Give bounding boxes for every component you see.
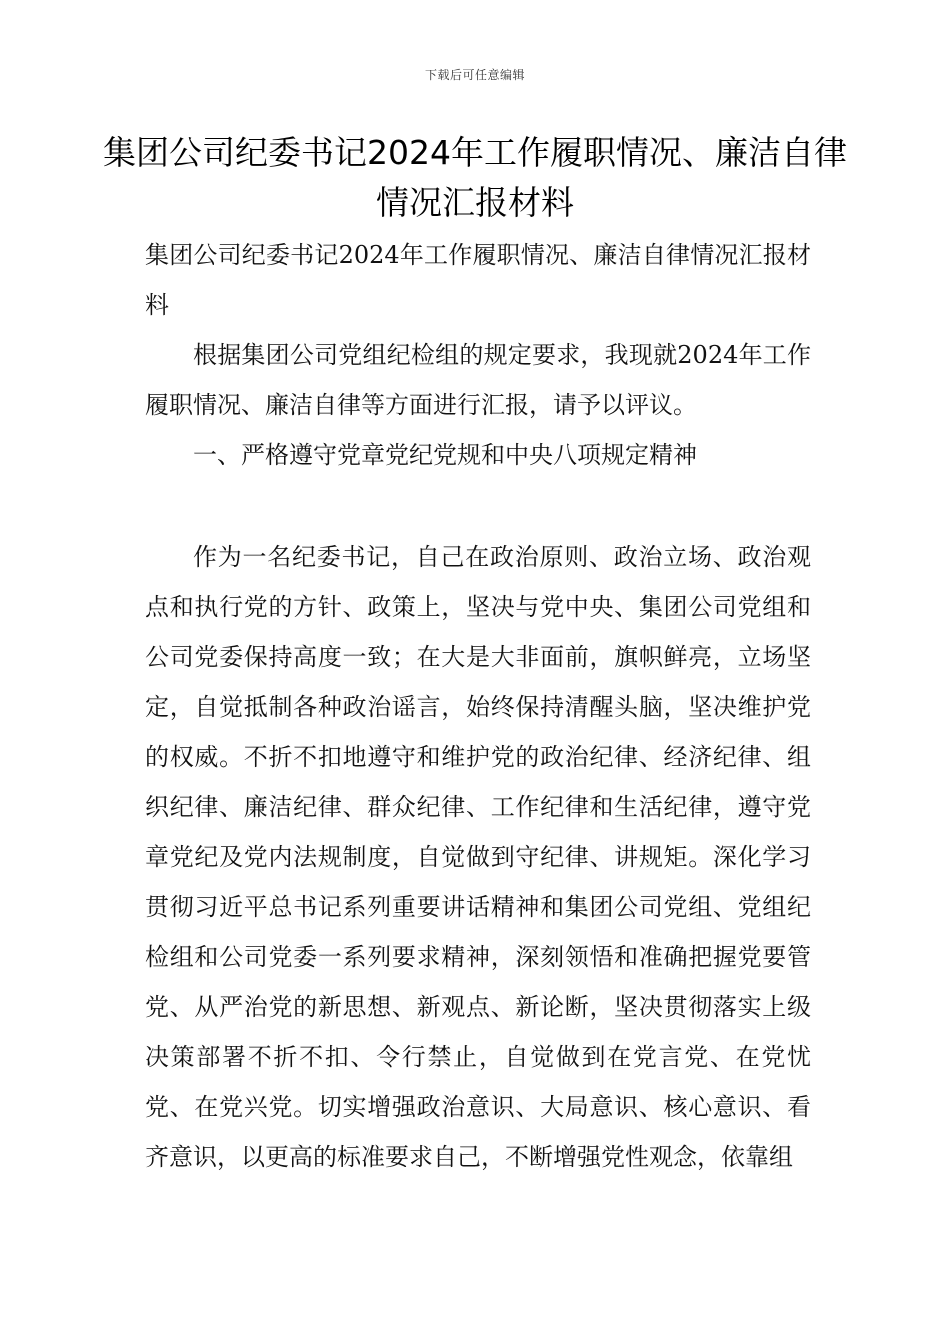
section-heading: 一、严格遵守党章党纪党规和中央八项规定精神 — [193, 441, 697, 469]
document-title: 集团公司纪委书记2024年工作履职情况、廉洁自律情况汇报材料 — [103, 133, 847, 222]
header-note: 下载后可任意编辑 — [424, 68, 525, 82]
body-paragraph: 作为一名纪委书记，自己在政治原则、政治立场、政治观点和执行党的方针、政策上，坚决与党中央、集团公司党组和公司党委保持高度一致；在大是大非面前，旗帜鲜亮，立场坚定，自觉抵制各种政治谣言，始终保持清醒头脑，坚决维护党的权威。不折不扣地遵守和维护党的政治纪律、经济纪律、组织纪律、廉洁纪律、群众纪律、工作纪律和生活纪律，遵守党章党纪及党内法规制度，自觉做到守纪律、讲规矩。深化学习贯彻习近平总书记系列重要讲话精神和集团公司党组、党组纪检组和公司党委一系列要求精神，深刻领悟和准确把握党要管党、从严治党的新思想、新观点、新论断，坚决贯彻落实上级决策部署不折不扣、令行禁止，自觉做到在党言党、在党忧党、在党兴党。切实增强政治意识、大局意识、核心意识、看齐意识，以更高的标准要求自己，不断增强党性观念，依靠组 — [145, 543, 811, 1171]
intro-paragraph: 根据集团公司党组纪检组的规定要求，我现就2024年工作履职情况、廉洁自律等方面进行汇报，请予以评议。 — [145, 341, 811, 419]
document-body — [145, 230, 811, 1182]
repeated-title-paragraph: 集团公司纪委书记2024年工作履职情况、廉洁自律情况汇报材料 — [145, 241, 811, 319]
